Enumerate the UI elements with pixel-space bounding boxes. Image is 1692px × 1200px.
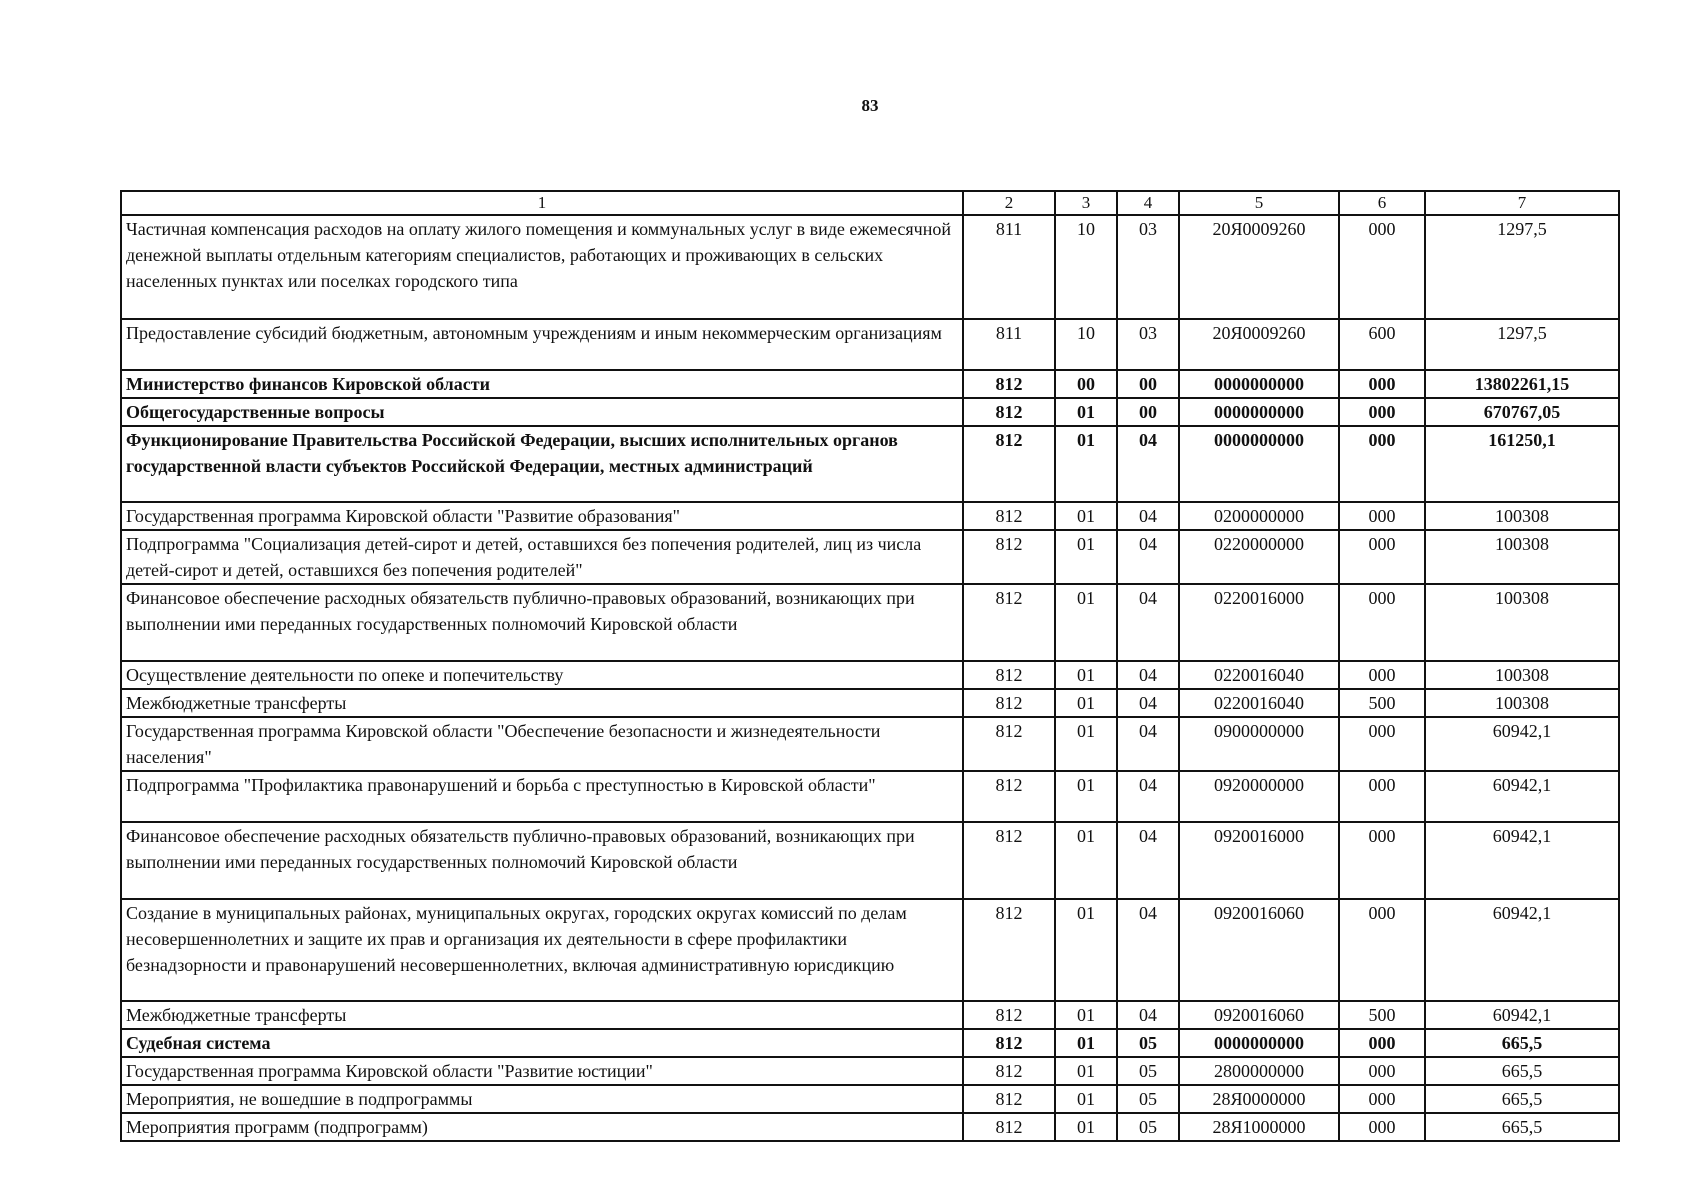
target-article-code: 0920000000 — [1179, 771, 1339, 822]
expense-type-code: 000 — [1339, 717, 1425, 771]
target-article-code: 20Я0009260 — [1179, 319, 1339, 370]
subsection-code: 04 — [1117, 502, 1179, 530]
row-description: Государственная программа Кировской области "Развитие образования" — [121, 502, 963, 530]
section-code: 01 — [1055, 822, 1117, 899]
target-article-code: 0220016000 — [1179, 584, 1339, 661]
target-article-code: 28Я1000000 — [1179, 1113, 1339, 1141]
amount: 161250,1 — [1425, 426, 1619, 502]
target-article-code: 0000000000 — [1179, 1029, 1339, 1057]
target-article-code: 0220016040 — [1179, 689, 1339, 717]
column-header: 1 — [121, 191, 963, 215]
subsection-code: 04 — [1117, 426, 1179, 502]
amount: 665,5 — [1425, 1029, 1619, 1057]
ministry-code: 812 — [963, 689, 1055, 717]
ministry-code: 812 — [963, 426, 1055, 502]
target-article-code: 0220016040 — [1179, 661, 1339, 689]
ministry-code: 811 — [963, 319, 1055, 370]
ministry-code: 812 — [963, 661, 1055, 689]
subsection-code: 04 — [1117, 1001, 1179, 1029]
row-description: Государственная программа Кировской области "Развитие юстиции" — [121, 1057, 963, 1085]
amount: 60942,1 — [1425, 899, 1619, 1001]
section-code: 01 — [1055, 502, 1117, 530]
section-code: 01 — [1055, 661, 1117, 689]
amount: 60942,1 — [1425, 1001, 1619, 1029]
ministry-code: 812 — [963, 1057, 1055, 1085]
subsection-code: 04 — [1117, 689, 1179, 717]
row-description: Министерство финансов Кировской области — [121, 370, 963, 398]
target-article-code: 0920016060 — [1179, 899, 1339, 1001]
row-description: Межбюджетные трансферты — [121, 1001, 963, 1029]
target-article-code: 0920016000 — [1179, 822, 1339, 899]
section-code: 01 — [1055, 1085, 1117, 1113]
row-description: Создание в муниципальных районах, муниципальных округах, городских округах комиссий по делам несовершеннолетних и защите их прав и организация их деятельности в сфере профилактики безнадзорности и правонарушений несовершеннолетних, включая административную юрисдикцию — [121, 899, 963, 1001]
table-row — [121, 370, 1619, 398]
target-article-code: 0900000000 — [1179, 717, 1339, 771]
row-description: Мероприятия программ (подпрограмм) — [121, 1113, 963, 1141]
row-description: Подпрограмма "Профилактика правонарушений и борьба с преступностью в Кировской области" — [121, 771, 963, 822]
amount: 100308 — [1425, 530, 1619, 584]
expense-type-code: 000 — [1339, 530, 1425, 584]
section-code: 01 — [1055, 771, 1117, 822]
expense-type-code: 000 — [1339, 398, 1425, 426]
row-description: Межбюджетные трансферты — [121, 689, 963, 717]
table-row — [121, 1085, 1619, 1113]
section-code: 01 — [1055, 584, 1117, 661]
section-code: 01 — [1055, 899, 1117, 1001]
expense-type-code: 000 — [1339, 426, 1425, 502]
subsection-code: 04 — [1117, 771, 1179, 822]
subsection-code: 04 — [1117, 584, 1179, 661]
table-row — [121, 717, 1619, 771]
subsection-code: 04 — [1117, 530, 1179, 584]
expense-type-code: 000 — [1339, 370, 1425, 398]
subsection-code: 00 — [1117, 398, 1179, 426]
target-article-code: 0220000000 — [1179, 530, 1339, 584]
table-row — [121, 584, 1619, 661]
section-code: 01 — [1055, 1113, 1117, 1141]
subsection-code: 04 — [1117, 717, 1179, 771]
table-row — [121, 530, 1619, 584]
subsection-code: 03 — [1117, 215, 1179, 319]
expense-type-code: 000 — [1339, 1029, 1425, 1057]
expense-type-code: 000 — [1339, 215, 1425, 319]
section-code: 01 — [1055, 689, 1117, 717]
amount: 60942,1 — [1425, 771, 1619, 822]
amount: 670767,05 — [1425, 398, 1619, 426]
section-code: 00 — [1055, 370, 1117, 398]
page-number: 83 — [861, 96, 879, 115]
expense-type-code: 000 — [1339, 899, 1425, 1001]
row-description: Осуществление деятельности по опеке и попечительству — [121, 661, 963, 689]
ministry-code: 812 — [963, 530, 1055, 584]
table-row — [121, 899, 1619, 1001]
target-article-code: 0000000000 — [1179, 398, 1339, 426]
expense-type-code: 600 — [1339, 319, 1425, 370]
table-body — [121, 215, 1619, 1141]
table-row — [121, 771, 1619, 822]
expense-type-code: 500 — [1339, 1001, 1425, 1029]
column-header: 4 — [1117, 191, 1179, 215]
target-article-code: 2800000000 — [1179, 1057, 1339, 1085]
target-article-code: 0000000000 — [1179, 426, 1339, 502]
table-row — [121, 1113, 1619, 1141]
ministry-code: 812 — [963, 899, 1055, 1001]
row-description: Финансовое обеспечение расходных обязательств публично-правовых образований, возникающих при выполнении ими переданных государственных полномочий Кировской области — [121, 822, 963, 899]
ministry-code: 812 — [963, 584, 1055, 661]
row-description: Общегосударственные вопросы — [121, 398, 963, 426]
section-code: 01 — [1055, 1001, 1117, 1029]
ministry-code: 812 — [963, 1029, 1055, 1057]
amount: 1297,5 — [1425, 215, 1619, 319]
table-row — [121, 1001, 1619, 1029]
ministry-code: 812 — [963, 717, 1055, 771]
table-row — [121, 426, 1619, 502]
column-number-row — [121, 191, 1619, 215]
amount: 13802261,15 — [1425, 370, 1619, 398]
ministry-code: 812 — [963, 1001, 1055, 1029]
section-code: 01 — [1055, 426, 1117, 502]
section-code: 01 — [1055, 1057, 1117, 1085]
target-article-code: 0200000000 — [1179, 502, 1339, 530]
ministry-code: 812 — [963, 502, 1055, 530]
row-description: Функционирование Правительства Российской Федерации, высших исполнительных органов государственной власти субъектов Российской Федерации, местных администраций — [121, 426, 963, 502]
section-code: 01 — [1055, 1029, 1117, 1057]
row-description: Государственная программа Кировской области "Обеспечение безопасности и жизнедеятельности населения" — [121, 717, 963, 771]
table-row — [121, 502, 1619, 530]
section-code: 10 — [1055, 215, 1117, 319]
target-article-code: 0000000000 — [1179, 370, 1339, 398]
table-row — [121, 822, 1619, 899]
amount: 60942,1 — [1425, 822, 1619, 899]
subsection-code: 05 — [1117, 1113, 1179, 1141]
row-description: Мероприятия, не вошедшие в подпрограммы — [121, 1085, 963, 1113]
subsection-code: 05 — [1117, 1085, 1179, 1113]
section-code: 01 — [1055, 398, 1117, 426]
target-article-code: 20Я0009260 — [1179, 215, 1339, 319]
expense-type-code: 500 — [1339, 689, 1425, 717]
section-code: 01 — [1055, 717, 1117, 771]
amount: 100308 — [1425, 661, 1619, 689]
amount: 100308 — [1425, 584, 1619, 661]
subsection-code: 04 — [1117, 822, 1179, 899]
section-code: 10 — [1055, 319, 1117, 370]
ministry-code: 812 — [963, 1113, 1055, 1141]
subsection-code: 04 — [1117, 899, 1179, 1001]
table-row — [121, 398, 1619, 426]
amount: 665,5 — [1425, 1057, 1619, 1085]
subsection-code: 05 — [1117, 1057, 1179, 1085]
ministry-code: 811 — [963, 215, 1055, 319]
target-article-code: 0920016060 — [1179, 1001, 1339, 1029]
row-description: Судебная система — [121, 1029, 963, 1057]
subsection-code: 05 — [1117, 1029, 1179, 1057]
row-description: Финансовое обеспечение расходных обязательств публично-правовых образований, возникающих при выполнении ими переданных государственных полномочий Кировской области — [121, 584, 963, 661]
column-header: 3 — [1055, 191, 1117, 215]
column-header: 7 — [1425, 191, 1619, 215]
row-description: Подпрограмма "Социализация детей-сирот и детей, оставшихся без попечения родителей, лиц из числа детей-сирот и детей, оставшихся без попечения родителей" — [121, 530, 963, 584]
target-article-code: 28Я0000000 — [1179, 1085, 1339, 1113]
ministry-code: 812 — [963, 370, 1055, 398]
ministry-code: 812 — [963, 771, 1055, 822]
budget-table — [120, 190, 1620, 1142]
expense-type-code: 000 — [1339, 1085, 1425, 1113]
amount: 100308 — [1425, 689, 1619, 717]
expense-type-code: 000 — [1339, 822, 1425, 899]
expense-type-code: 000 — [1339, 1057, 1425, 1085]
table-row — [121, 689, 1619, 717]
table-row — [121, 1057, 1619, 1085]
ministry-code: 812 — [963, 822, 1055, 899]
table-row — [121, 319, 1619, 370]
subsection-code: 04 — [1117, 661, 1179, 689]
table-row — [121, 661, 1619, 689]
amount: 100308 — [1425, 502, 1619, 530]
table-row — [121, 1029, 1619, 1057]
column-header: 5 — [1179, 191, 1339, 215]
expense-type-code: 000 — [1339, 661, 1425, 689]
section-code: 01 — [1055, 530, 1117, 584]
expense-type-code: 000 — [1339, 1113, 1425, 1141]
expense-type-code: 000 — [1339, 584, 1425, 661]
amount: 665,5 — [1425, 1085, 1619, 1113]
subsection-code: 03 — [1117, 319, 1179, 370]
table-row — [121, 215, 1619, 319]
amount: 665,5 — [1425, 1113, 1619, 1141]
amount: 1297,5 — [1425, 319, 1619, 370]
ministry-code: 812 — [963, 398, 1055, 426]
subsection-code: 00 — [1117, 370, 1179, 398]
column-header: 2 — [963, 191, 1055, 215]
amount: 60942,1 — [1425, 717, 1619, 771]
row-description: Предоставление субсидий бюджетным, автономным учреждениям и иным некоммерческим организациям — [121, 319, 963, 370]
expense-type-code: 000 — [1339, 502, 1425, 530]
row-description: Частичная компенсация расходов на оплату жилого помещения и коммунальных услуг в виде ежемесячной денежной выплаты отдельным категориям специалистов, работающих и проживающих в сельских населенных пунктах или поселках городского типа — [121, 215, 963, 319]
column-header: 6 — [1339, 191, 1425, 215]
expense-type-code: 000 — [1339, 771, 1425, 822]
ministry-code: 812 — [963, 1085, 1055, 1113]
